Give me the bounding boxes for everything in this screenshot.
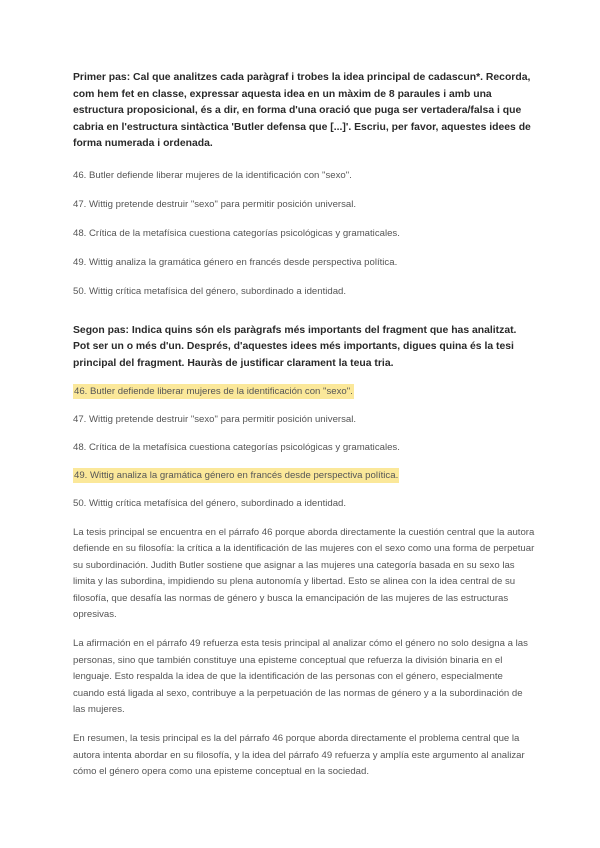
paragraph-summary: En resumen, la tesis principal es la del párrafo 46 porque aborda directamente el problema central que la autora intenta abordar en su filosofía, y la idea del párrafo 49 refuerza y amplía este argumento al analizar cómo el género opera como una episteme conceptual en la sociedad. bbox=[73, 733, 525, 778]
step2-item-47: 47. Wittig pretende destruir "sexo" para permitir posición universal. bbox=[73, 414, 357, 425]
highlighted-text: 49. Wittig analiza la gramática género en francés desde perspectiva política. bbox=[74, 470, 399, 481]
step1-item-50: 50. Wittig crítica metafísica del género, subordinado a identidad. bbox=[73, 285, 347, 297]
highlighted-text: 46. Butler defiende liberar mujeres de la identificación con "sexo". bbox=[74, 386, 353, 397]
step2-item-46 bbox=[73, 385, 535, 399]
step1-item-49: 49. Wittig analiza la gramática género en francés desde perspectiva política. bbox=[73, 256, 398, 268]
paragraph-thesis: La tesis principal se encuentra en el párrafo 46 porque aborda directamente la cuestión central que la autora defiende en su filosofía: la crítica a la identificación de las mujeres con el sexo como una forma de perpetuar su subordinación. Judith Butler sostiene que asignar a las mujeres una categoría basada en su sexo las limita y las subordina, impidiendo su plena autonomía y libertad. Esto se alinea con la idea central de su filosofía, que desafía las normas de género y busca la emancipación de las mujeres de las estructuras opresivas. bbox=[73, 527, 535, 621]
step2-item-48: 48. Crítica de la metafísica cuestiona categorías psicológicas y gramaticales. bbox=[73, 442, 400, 453]
document-page bbox=[73, 70, 535, 781]
step1-prompt: Primer pas: Cal que analitzes cada paràgraf i trobes la idea principal de cadascun*. Recorda, com hem fet en classe, expressar aquesta idea en un màxim de 8 paraules i amb una estructura proposicional, és a dir, en forma d'una oració que puga ser vertadera/falsa i que cabria en l'estructura sintàctica 'Butler defensa que [...]'. Escriu, per favor, aquestes idees de forma numerada i ordenada. bbox=[73, 72, 531, 149]
step2-item-50: 50. Wittig crítica metafísica del género, subordinado a identidad. bbox=[73, 498, 347, 509]
step2-item-49 bbox=[73, 469, 535, 483]
step1-item-48: 48. Crítica de la metafísica cuestiona categorías psicológicas y gramaticales. bbox=[73, 227, 400, 239]
step1-item-47: 47. Wittig pretende destruir "sexo" para permitir posición universal. bbox=[73, 198, 357, 210]
step2-prompt: Segon pas: Indica quins són els paràgrafs més importants del fragment que has analitzat. Pot ser un o més d'un. Després, d'aquestes idees més importants, digues quina és la tesi principal del fragment. Hauràs de justificar clarament la teua tria. bbox=[73, 324, 517, 369]
paragraph-support: La afirmación en el párrafo 49 refuerza esta tesis principal al analizar cómo el género no solo designa a las personas, sino que también constituye una episteme conceptual que refuerza la división binaria en el lenguaje. Esto respalda la idea de que la identificación de las personas con el género, especialmente cuando está ligada al sexo, contribuye a la perpetuación de las normas de género y a la subordinación de las mujeres. bbox=[73, 638, 528, 716]
step1-item-46: 46. Butler defiende liberar mujeres de la identificación con "sexo". bbox=[73, 169, 352, 181]
